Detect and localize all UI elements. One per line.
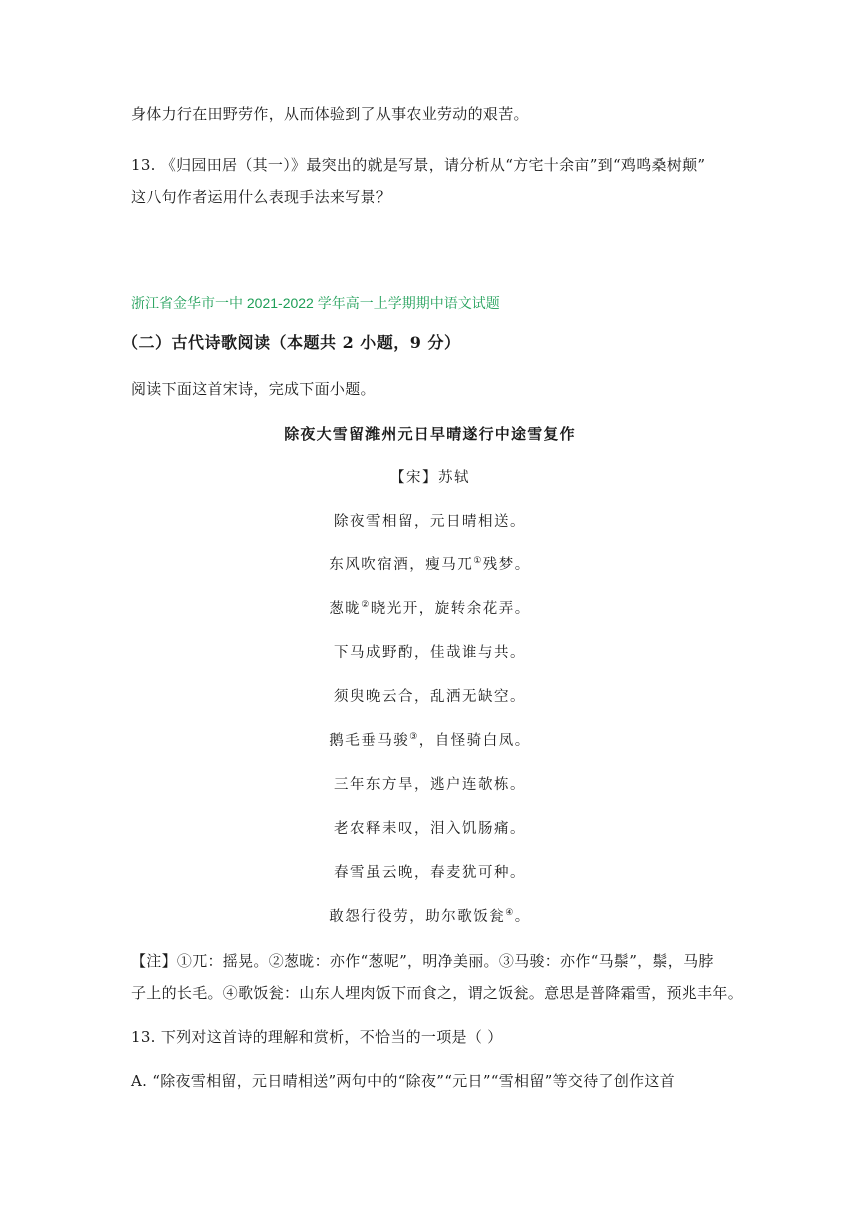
question-13: 13. 下列对这首诗的理解和赏析，不恰当的一项是（ ） — [131, 1028, 503, 1046]
note-line2: 子上的长毛。④歌饭瓮：山东人埋肉饭下而食之，谓之饭瓮。意思是普降霜雪，预兆丰年。 — [131, 984, 744, 1002]
footnote-marker: ① — [473, 556, 483, 567]
footnote-marker: ④ — [505, 908, 515, 919]
footnote-marker: ② — [361, 600, 371, 611]
poem-line: 春雪虽云晚，春麦犹可种。 — [334, 865, 526, 881]
poem-line: 葱昽②晓光开，旋转余花弄。 — [329, 600, 531, 617]
poem-line: 老农释耒叹，泪入饥肠痛。 — [334, 821, 526, 837]
source-label: 浙江省金华市一中 2021-2022 学年高一上学期期中语文试题 — [131, 295, 500, 311]
section-heading: （二）古代诗歌阅读（本题共 2 小题，9 分） — [122, 333, 461, 352]
poem-author: 【宋】苏轼 — [390, 470, 470, 486]
poem-line: 下马成野酌，佳哉谁与共。 — [334, 645, 526, 661]
poem-line: 三年东方旱，逃户连欹栋。 — [334, 777, 526, 793]
option-a: A. “除夜雪相留，元日晴相送”两句中的“除夜”“元日”“雪相留”等交待了创作这首 — [131, 1072, 676, 1090]
previous-answer-tail: 身体力行在田野劳作，从而体验到了从事农业劳动的艰苦。 — [131, 105, 529, 123]
instruction: 阅读下面这首宋诗，完成下面小题。 — [131, 380, 376, 398]
poem-line: 须臾晚云合，乱洒无缺空。 — [334, 689, 526, 705]
poem-line: 除夜雪相留，元日晴相送。 — [334, 514, 526, 530]
poem-line: 敢怨行役劳，助尔歌饭瓮④。 — [329, 908, 531, 925]
footnote-marker: ③ — [409, 732, 419, 743]
prev-question-13-line2: 这八句作者运用什么表现手法来写景？ — [131, 188, 392, 206]
poem-title: 除夜大雪留潍州元日早晴遂行中途雪复作 — [284, 425, 576, 443]
note-line1: 【注】①兀：摇晃。②葱昽：亦作“葱呢”，明净美丽。③马骏：亦作“马鬃”，鬃，马脖 — [131, 952, 714, 970]
poem-line: 鹅毛垂马骏③，自怪骑白凤。 — [329, 732, 531, 749]
prev-question-13-line1: 13. 《归园田居（其一）》最突出的就是写景，请分析从“方宅十余亩”到“鸡鸣桑树颠” — [131, 156, 706, 174]
poem-line: 东风吹宿酒，瘦马兀①残梦。 — [329, 556, 531, 573]
